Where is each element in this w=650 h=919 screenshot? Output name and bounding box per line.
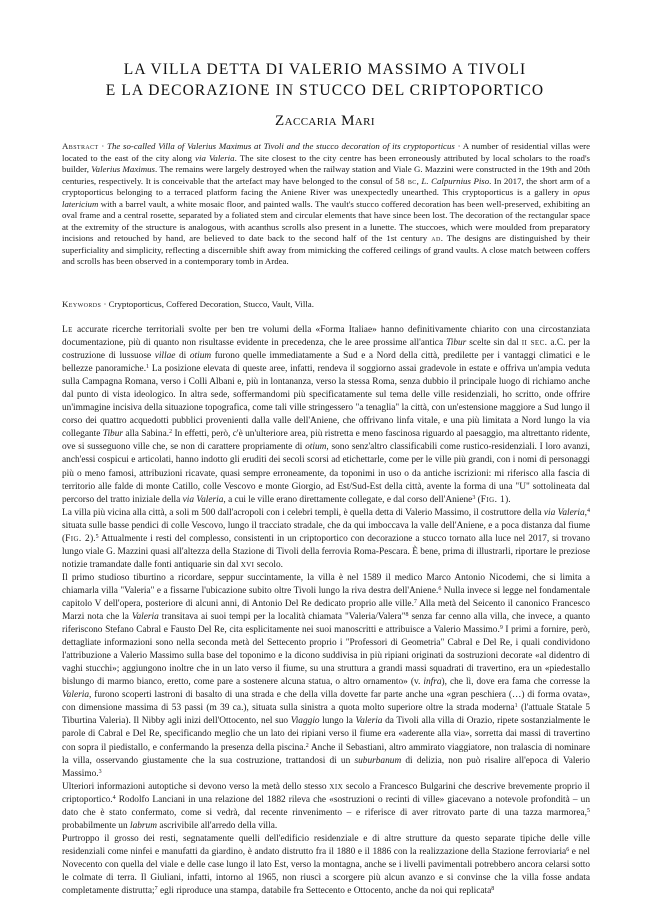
article-body bbox=[62, 324, 590, 898]
abstract: Abstract · The so-called Villa of Valerius Maximus at Tivoli and the stucco decoration of its cryptoporticus · A number of residential villas were located to the east of the city along via Valeria. The site closest to the city centre has been erroneously attributed by local scholars to the road's builder, Valerius Maximus. The remains were largely destroyed when the railway station and Viale G. Mazzini were constructed in the 19th and 20th centuries, respectively. It is conceivable that the artefact may have belonged to the consul of 58 bc, L. Calpurnius Piso. In 2017, the short arm of a cryptoporticus belonging to a terraced platform facing the Aniene River was unexpectedly unearthed. This cryptoporticus is a gallery in opus latericium with a barrel vault, a white mosaic floor, and painted walls. The vault's stucco coffered decoration has been well-preserved, exhibiting an oval frame and a central rosette, separated by a foliated stem and circular elements that have since been lost. The decoration of the rectangular space at the extremity of the structure is analogous, with acanthus scrolls also present in a lunette. The stuccoes, which were moulded from preparatory incisions and retouched by hand, are believed to date back to the second half of the 1st century ad. The designs are distinguished by their superficiality and simplicity, reflecting a discernible shift away from mimicking the coffered ceilings of grand vaults. A close match between coffers and scrolls has been observed in a contemporary tomb in Ardea. bbox=[62, 141, 591, 267]
paper-title-line-1: LA VILLA DETTA DI VALERIO MASSIMO A TIVOLI bbox=[123, 61, 527, 78]
figure-ref[interactable]: Fig. 2 bbox=[65, 533, 91, 544]
keywords-label: Keywords bbox=[62, 299, 102, 309]
footnote-ref[interactable]: 8 bbox=[405, 612, 409, 619]
footnote-ref[interactable]: 5 bbox=[95, 533, 99, 540]
drop-word: Le bbox=[62, 325, 73, 335]
body-paragraph: La villa più vicina alla città, a soli m 500 dall'acropoli con i celebri templi, è quella detta di Valerio Massimo, il costruttore della via Valeria,$^4$ situata sulle basse pendici di colle Vescovo, lungo il tracciato stradale, che da qui imboccava la valle dell'Aniene, e a poca distanza dal fiume (Fig. 2).$^5$ Attualmente i resti del complesso, consistenti in un criptoportico con decorazione a stucco tornato alla luce nel 2017, si trovano lungo viale G. Mazzini quasi all'altezza della Stazione di Tivoli della ferrovia Roma-Pescara. È bene, prima di illustrarli, riportare le preziose notizie tramandate dalle fonti antiquarie sin dal xvi secolo. bbox=[62, 507, 591, 570]
footnote-ref[interactable]: 2 bbox=[169, 429, 173, 436]
footnote-ref[interactable]: 4 bbox=[587, 507, 591, 514]
footnote-ref[interactable]: 5 bbox=[587, 807, 590, 814]
footnote-ref[interactable]: 9 bbox=[499, 625, 503, 632]
keywords-list: · Cryptoporticus, Coffered Decoration, Stucco, Vault, Villa. bbox=[101, 299, 314, 309]
footnote-ref[interactable]: 6 bbox=[566, 846, 570, 853]
footnote-ref[interactable]: 3 bbox=[98, 768, 102, 775]
abstract-english-title: The so-called Villa of Valerius Maximus at Tivoli and the stucco decoration of its cryptoporticus bbox=[107, 141, 455, 151]
footnote-ref[interactable]: 7 bbox=[154, 886, 158, 893]
author-name: Zaccaria Mari bbox=[275, 113, 375, 129]
abstract-label: Abstract bbox=[62, 141, 99, 151]
figure-ref[interactable]: Fig. 1 bbox=[480, 494, 506, 505]
footnote-ref[interactable]: 1 bbox=[146, 364, 150, 371]
body-paragraph: Purtroppo il grosso dei resti, segnatamente quelli dell'edificio residenziale e di altre strutture da questo separate tipiche delle ville residenziali come ninfei e manufatti da giardino, è andato distrutto fra il 1880 e il 1886 con la realizzazione della Stazione ferroviaria$^6$ e nel Novecento con quella del viale e delle case lungo il lato Est, verso la montagna, anche se i livelli pavimentali potrebbero ancora celarsi sotto le colmate di terra. Il Giuliani, infatti, intorno al 1965, non riuscì a scorgere più alcun avanzo e si convinse che la villa fosse andata completamente distrutta;$^7$ egli riproduce una stampa, databile fra Settecento e Ottocento, anche da noi qui replicata$^8$ bbox=[62, 833, 590, 897]
footnote-ref[interactable]: 8 bbox=[491, 886, 495, 893]
body-paragraph: Le accurate ricerche territoriali svolte per ben tre volumi della «Forma Italiae» hanno definitivamente chiarito con una circostanziata documentazione, più di quanto non risultasse evidente in precedenza, che le aree prossime all'antica Tibur scelte sin dal ii sec. a.C. per la costruzione di lussuose villae di otium furono quelle immediatamente a Sud e a Nord della città, predilette per i vantaggi climatici e le bellezze panoramiche.$^1$ La posizione elevata di queste aree, infatti, rendeva il soggiorno assai gradevole in estate e offriva un'ampia veduta sulla Campagna Romana, verso i Colli Albani e, più in lontananza, verso la stessa Roma, senza dubbio il principale luogo di richiamo anche dal punto di vista ideologico. In altra sede, soffermandomi più specificatamente sul tema delle ville residenziali, ho scritto, onde offrire un'immagine incisiva della situazione topografica, come tali ville stringessero "a tenaglia" la città, con un'estensione maggiore a Sud lungo il corso dei quattro acquedotti pubblici provenienti dalla valle dell'Aniene, che offrivano linfa vitale, e una più limitata a Nord lungo la via collegante Tibur alla Sabina.$^2$ In effetti, però, c'è un'ulteriore area, più ristretta e meno fascinosa riguardo al paesaggio, ma altrettanto ridente, ove si susseguono ville che, se non di carattere propriamente di otium, sono senz'altro classificabili come rustico-residenziali. I loro avanzi, anch'essi cospicui e articolati, hanno indotto gli eruditi dei secoli scorsi ad etichettarle, come per le ville più grandi, con i nomi di personaggi più o meno famosi, attribuzioni ricavate, quasi sempre erroneamente, da toponimi in uso o da antiche iscrizioni: mi riferisco alla fascia di territorio alle falde di monte Catillo, colle Vescovo e monte Giorgio, ad Est/Sud-Est della città, avente la forma di una "U" sottolineata dal percorso del tratto iniziale della via Valeria, a cui le ville erano direttamente collegate, e dal corso dell'Aniene$^3$ (Fig. 1). bbox=[62, 325, 591, 505]
footnote-ref[interactable]: 4 bbox=[112, 794, 116, 801]
paper-title-line-2: E LA DECORAZIONE IN STUCCO DEL CRIPTOPORTICO bbox=[105, 82, 545, 99]
footnote-ref[interactable]: 7 bbox=[413, 598, 417, 605]
footnote-ref[interactable]: 3 bbox=[472, 494, 476, 501]
footnote-ref[interactable]: 6 bbox=[438, 585, 442, 592]
keywords bbox=[62, 299, 590, 309]
footnote-ref[interactable]: 2 bbox=[305, 742, 309, 749]
body-paragraph: Ulteriori informazioni autoptiche si devono verso la metà dello stesso xix secolo a Francesco Bulgarini che descrive brevemente proprio il criptoportico.$^4$ Rodolfo Lanciani in una relazione del 1882 rileva che «sostruzioni o recinti di ville» giacevano a notevole profondità – un dato che è stato confermato, come si vedrà, dal recente rinvenimento – e riferisce di aver ritrovato parte di una tazza marmorea,$^5$ probabilmente un labrum ascrivibile all'arredo della villa. bbox=[62, 781, 590, 831]
footnote-ref[interactable]: 1 bbox=[514, 703, 518, 710]
body-paragraph: Il primo studioso tiburtino a ricordare, seppur succintamente, la villa è nel 1589 il medico Marco Antonio Nicodemi, che si limita a chiamarla villa "Valeria" e a fissarne l'ubicazione subito oltre Tivoli lungo la riva destra dell'Aniene.$^6$ Nulla invece si legge nel fondamentale capitolo V dell'opera, posteriore di alcuni anni, di Antonio Del Re dedicato proprio alle ville.$^7$ Alla metà del Seicento il canonico Francesco Marzi nota che la Valeria transitava ai suoi tempi per la località chiamata "Valeria/Valera"$^8$ senza far cenno alla villa, che invece, a quanto riferiscono Stefano Cabral e Fausto Del Re, cita esplicitamente nei suoi manoscritti e attribuisce a Valerio Massimo.$^9$ I primi a fornire, però, dettagliate informazioni sono nella seconda metà del Settecento proprio i "Professori di Geometria" Cabral e Del Re, i quali condividono l'attribuzione a Valerio Massimo sulla base del toponimo e la dicono suddivisa in più ripiani originati da sostruzioni decorate «al didentro di vaghi stucchi»; aggiungono inoltre che in un lato verso il fiume, su una struttura a grandi massi squadrati di travertino, era un «piedestallo bislungo di marmo bianco, eretto, come pare a sostenere alcuna statua, o altro ornamento» (v. infra), che lì, dove era fama che corresse la Valeria, furono scoperti lastroni di basalto di una strada e che della villa dovette far parte anche una «gran peschiera (…) di forma ovata», con dimensione massima di 53 passi (m 39 ca.), situata sulla sinistra a quota molto superiore oltre la strada moderna$^1$ (l'attuale Statale 5 Tiburtina Valeria). Il Nibby agli inizi dell'Ottocento, nel suo Viaggio lungo la Valeria da Tivoli alla villa di Orazio, ripete sostanzialmente le parole di Cabral e Del Re, specificando meglio che un lato dei ripiani verso il fiume era «aderente alla via», sorretta dai massi di travertino con sopra il piedistallo, e confermando la presenza della piscina.$^2$ Anche il Sebastiani, altro ammirato viaggiatore, non tralascia di nominare la villa, osservando giustamente che la sua costruzione, trattandosi di un suburbanum di delizia, non può risalire all'epoca di Valerio Massimo.$^3$ bbox=[62, 572, 591, 779]
